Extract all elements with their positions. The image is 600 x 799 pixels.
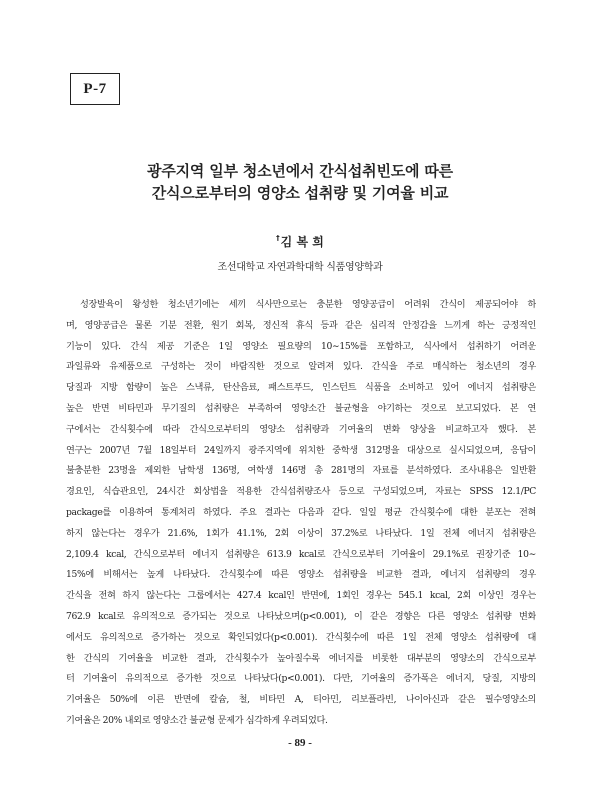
title-line-1: 광주지역 일부 청소년에서 간식섭취빈도에 따른 <box>147 162 453 180</box>
abstract-line: 한 간식의 기여율을 비교한 결과, 간식횟수가 높아질수록 에너지를 비롯한 대부분의 영양소의 간식으로부 <box>66 652 536 664</box>
abstract-line: package를 이용하여 통계처리 하였다. 주요 결과는 다음과 같다. 일일 평균 간식횟수에 대한 분포는 전혀 <box>66 506 536 518</box>
title-line-2: 간식으로부터의 영양소 섭취량 및 기여율 비교 <box>151 184 449 202</box>
abstract-line: 과일류와 유제품으로 구성하는 것이 바람직한 것으로 알려져 있다. 간식을 주로 매식하는 청소년의 경우 <box>66 361 536 373</box>
abstract-line: 불충분한 23명을 제외한 남학생 136명, 여학생 146명 총 281명의 자료를 분석하였다. 조사내용은 일반환 <box>66 465 536 477</box>
corresponding-author-mark: † <box>276 234 280 242</box>
abstract-line: 터 기여율이 유의적으로 증가한 것으로 나타났다(p<0.001). 다만, 기여율의 증가폭은 에너지, 당질, 지방의 <box>66 673 536 685</box>
abstract-line: 15%에 비해서는 높게 나타났다. 간식횟수에 따른 영양소 섭취량을 비교한 결과, 에너지 섭취량의 경우 <box>66 569 536 581</box>
abstract-line: 기여율은 20% 내외로 영양소간 불균형 문제가 심각하게 우려되었다. <box>66 714 328 726</box>
abstract-line: 높은 반면 비타민과 무기질의 섭취량은 부족하여 영양소간 불균형을 야기하는 것으로 보고되었다. 본 연 <box>66 402 536 414</box>
abstract-line: 며, 영양공급은 물론 기분 전환, 원기 회복, 정신적 휴식 등과 같은 심리적 안정감을 느끼게 하는 긍정적인 <box>66 319 536 331</box>
abstract-line: 연구는 2007년 7월 18일부터 24일까지 광주지역에 위치한 중학생 312명을 대상으로 실시되었으며, 응답이 <box>66 444 536 456</box>
abstract-line: 구에서는 간식횟수에 따라 간식으로부터의 영양소 섭취량과 기여율의 변화 양상을 비교하고자 했다. 본 <box>66 423 536 435</box>
paper-title <box>60 160 540 204</box>
author-name: 김 복 희 <box>280 235 324 249</box>
abstract-line: 간식을 전혀 하지 않는다는 그룹에서는 427.4 kcal인 반면에, 1회인 경우는 545.1 kcal, 2회 이상인 경우는 <box>66 590 536 602</box>
abstract-line: 기여율은 50%에 이른 반면에 칼슘, 철, 비타민 A, 티아민, 리보플라빈, 나이아신과 같은 필수영양소의 <box>66 694 536 706</box>
author <box>0 233 600 250</box>
abstract-line: 에서도 유의적으로 증가하는 것으로 확인되었다(p<0.001). 간식횟수에 따른 1일 전체 영양소 섭취량에 대 <box>66 631 536 643</box>
abstract-line: 기능이 있다. 간식 제공 기준은 1일 영양소 필요량의 10∼15%를 포함하고, 식사에서 섭취하기 어려운 <box>66 340 536 352</box>
affiliation: 조선대학교 자연과학대학 식품영양학과 <box>217 262 383 273</box>
abstract-body <box>66 295 536 732</box>
poster-id-badge: P-7 <box>70 73 120 105</box>
abstract-line: 762.9 kcal로 유의적으로 증가되는 것으로 나타났으며(p<0.001), 이 같은 경향은 다른 영양소 섭취량 변화 <box>66 610 536 622</box>
abstract-line: 당질과 지방 함량이 높은 스낵류, 탄산음료, 패스트푸드, 인스턴트 식품을 소비하고 있어 에너지 섭취량은 <box>66 382 536 394</box>
abstract-line: 경요인, 식습관요인, 24시간 회상법을 적용한 간식섭취량조사 등으로 구성되었으며, 자료는 SPSS 12.1/PC <box>66 486 536 498</box>
abstract-line: 성장발육이 왕성한 청소년기에는 세끼 식사만으로는 충분한 영양공급이 어려워 간식이 제공되어야 하 <box>80 299 536 310</box>
abstract-line: 하지 않는다는 경우가 21.6%, 1회가 41.1%, 2회 이상이 37.2%로 나타났다. 1일 전체 에너지 섭취량은 <box>66 527 536 539</box>
abstract-line: 2,109.4 kcal, 간식으로부터 에너지 섭취량은 613.9 kcal로 간식으로부터 기여율이 29.1%로 권장기준 10∼ <box>66 548 536 560</box>
page-number: - 89 - <box>288 737 312 749</box>
